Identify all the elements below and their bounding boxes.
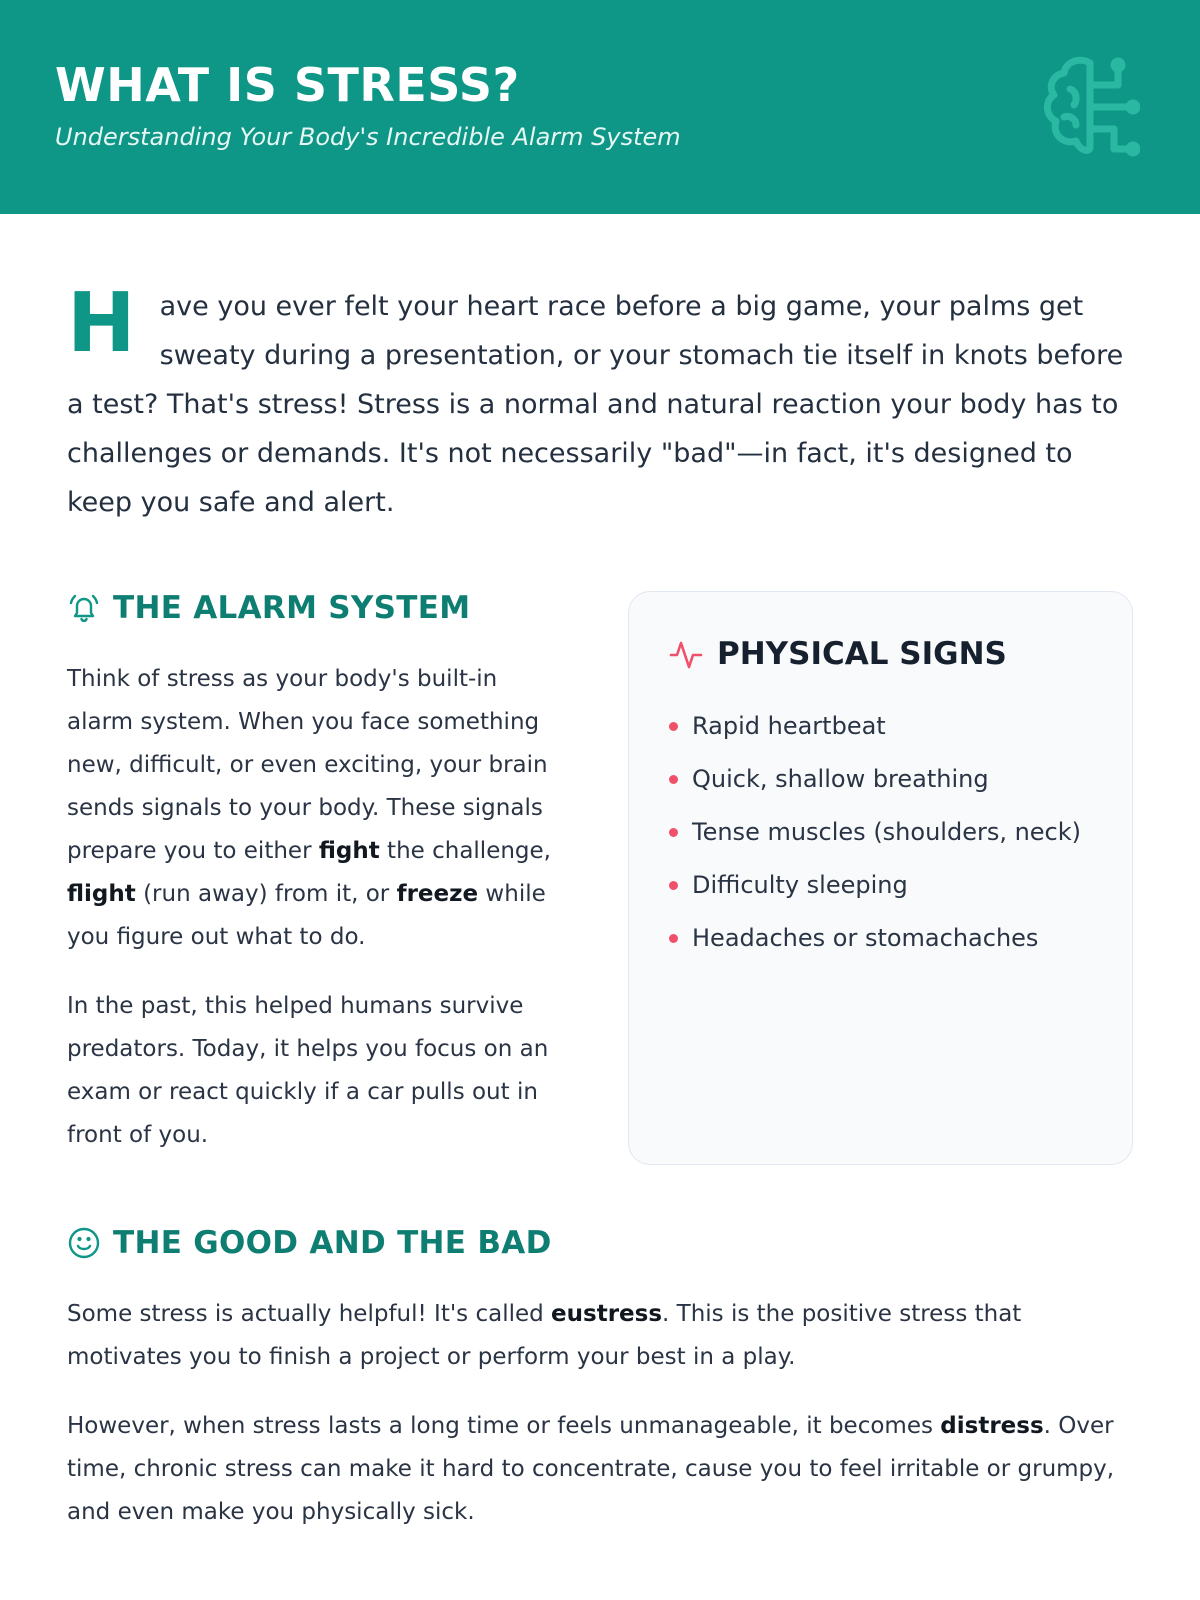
alarm-section-title — [67, 588, 567, 628]
term-flight: flight — [67, 881, 136, 907]
bullet-dot — [669, 881, 678, 890]
page-header — [0, 0, 1200, 214]
page-title: WHAT IS STRESS? — [55, 58, 520, 112]
list-item — [669, 753, 1081, 806]
term-distress: distress — [940, 1413, 1044, 1439]
page-subtitle: Understanding Your Body's Incredible Alarm System — [55, 123, 681, 152]
alarm-paragraph-2: In the past, this helped humans survive predators. Today, it helps you focus on an exam or react quickly if a car pulls out in front of you. — [67, 993, 549, 1148]
bullet-dot — [669, 722, 678, 731]
good-bad-p2-text-a: However, when stress lasts a long time or feels unmanageable, it becomes — [67, 1413, 941, 1439]
alarm-p1-text-b: the challenge, — [379, 838, 551, 864]
good-bad-paragraph-1 — [67, 1293, 1137, 1379]
good-bad-paragraph-2 — [67, 1405, 1137, 1534]
alarm-title-text: THE ALARM SYSTEM — [113, 590, 471, 626]
intro-text: ave you ever felt your heart race before a big game, your palms get sweaty during a presentation, or your stomach tie itself in knots before a test? That's stress! Stress is a normal and natural reaction your body has to challenges or demands. It's not necessarily "bad"—in fact, it's designed to keep you safe and alert. — [67, 291, 1124, 518]
list-item — [669, 700, 1081, 753]
good-bad-section — [67, 1223, 1137, 1534]
bullet-dot — [669, 828, 678, 837]
list-item-text: Tense muscles (shoulders, neck) — [692, 818, 1082, 846]
intro-paragraph — [67, 276, 1137, 527]
good-bad-p1-text-b: . This is the positive stress that motivates you to finish a project or perform your best in a play. — [67, 1301, 1022, 1370]
list-item — [669, 912, 1081, 965]
alarm-p1-text-a: Think of stress as your body's built-in alarm system. When you face something new, difficult, or even exciting, your brain sends signals to your body. These signals prepare you to either — [67, 666, 548, 864]
list-item-text: Rapid heartbeat — [692, 712, 886, 740]
physical-signs-title-text: PHYSICAL SIGNS — [717, 636, 1007, 672]
list-item-text: Difficulty sleeping — [692, 871, 908, 899]
list-item — [669, 859, 1081, 912]
good-bad-title-text: THE GOOD AND THE BAD — [113, 1225, 552, 1261]
bell-ring-icon — [67, 591, 101, 625]
list-item-text: Quick, shallow breathing — [692, 765, 989, 793]
list-item — [669, 806, 1081, 859]
term-fight: fight — [318, 838, 380, 864]
bullet-dot — [669, 934, 678, 943]
good-bad-p2-text-b: . Over time, chronic stress can make it hard to concentrate, cause you to feel irritable or grumpy, and even make you physically sick. — [67, 1413, 1115, 1525]
good-bad-p1-text-a: Some stress is actually helpful! It's called — [67, 1301, 552, 1327]
drop-cap: H — [67, 276, 136, 371]
alarm-section — [67, 588, 567, 1157]
alarm-p1-text-c: (run away) from it, or — [135, 881, 397, 907]
brain-icon — [1040, 55, 1140, 160]
smile-icon — [67, 1226, 101, 1260]
term-freeze: freeze — [396, 881, 479, 907]
alarm-paragraph-1 — [67, 658, 567, 959]
physical-signs-title — [669, 636, 1007, 672]
term-eustress: eustress — [551, 1301, 663, 1327]
bullet-dot — [669, 775, 678, 784]
physical-signs-card — [628, 591, 1133, 1165]
activity-pulse-icon — [669, 637, 703, 671]
list-item-text: Headaches or stomachaches — [692, 924, 1039, 952]
alarm-p1-text-d: while you figure out what to do. — [67, 881, 546, 950]
physical-signs-list — [669, 700, 1081, 965]
good-bad-section-title — [67, 1223, 1137, 1263]
